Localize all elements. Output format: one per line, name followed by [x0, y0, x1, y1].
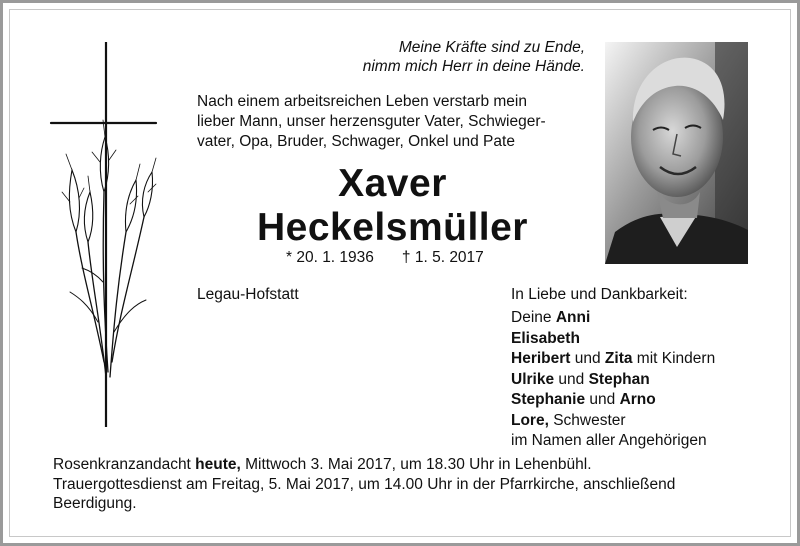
family-line	[511, 308, 715, 329]
thanks-heading: In Liebe und Dankbarkeit:	[511, 286, 688, 303]
family-text: im Namen aller Angehörigen	[511, 432, 707, 449]
family-member-name: Lore,	[511, 411, 549, 429]
funeral-mass-line: Trauergottesdienst am Freitag, 5. Mai 2017, um 14.00 Uhr in der Pfarrkirche, anschließend	[53, 475, 676, 493]
place-of-residence: Legau-Hofstatt	[197, 286, 299, 303]
verse-line-1: Meine Kräfte sind zu Ende,	[398, 39, 585, 56]
death-date: † 1. 5. 2017	[401, 249, 484, 266]
family-line	[511, 390, 715, 411]
intro-text	[197, 92, 587, 152]
family-member-name: Stephanie	[511, 391, 586, 408]
family-member-name: Stephan	[588, 370, 650, 388]
rosary-line	[53, 455, 753, 475]
family-line	[511, 431, 715, 452]
family-member-name: Arno	[619, 391, 656, 408]
family-line	[511, 349, 715, 370]
family-text: mit Kindern	[632, 350, 716, 367]
footer-emphasis: heute,	[195, 456, 241, 473]
family-line	[511, 411, 715, 432]
family-text: und	[554, 370, 589, 388]
deceased-first-name: Xaver	[338, 162, 447, 205]
family-line	[511, 329, 715, 350]
family-member-name: Anni	[555, 309, 591, 326]
deceased-name	[200, 162, 585, 250]
verse-quote	[330, 38, 585, 76]
life-dates	[286, 249, 484, 267]
portrait-photo	[605, 42, 748, 264]
burial-line: Beerdigung.	[53, 495, 137, 512]
deceased-last-name: Heckelsmüller	[257, 206, 528, 249]
footer-text: Mittwoch 3. Mai 2017, um 18.30 Uhr in Lehenbühl.	[240, 456, 592, 473]
family-text: und	[585, 391, 620, 408]
service-details	[53, 455, 753, 514]
family-member-name: Zita	[604, 350, 633, 367]
family-text: Schwester	[548, 411, 626, 429]
birth-date: * 20. 1. 1936	[286, 249, 374, 266]
intro-line-2: lieber Mann, unser herzensguter Vater, Schwieger-	[197, 113, 546, 130]
family-member-name: Elisabeth	[511, 329, 580, 347]
family-member-name: Heribert	[511, 350, 571, 367]
cross-with-wheat-icon	[48, 42, 158, 427]
family-list	[511, 308, 715, 452]
intro-line-1: Nach einem arbeitsreichen Leben verstarb mein	[197, 93, 527, 110]
verse-line-2: nimm mich Herr in deine Hände.	[362, 58, 585, 75]
footer-text: Rosenkranzandacht	[53, 456, 196, 473]
family-text: und	[570, 350, 605, 367]
family-text: Deine	[511, 309, 556, 326]
family-member-name: Ulrike	[511, 370, 555, 388]
intro-line-3: vater, Opa, Bruder, Schwager, Onkel und Pate	[197, 133, 515, 150]
family-line	[511, 370, 715, 391]
